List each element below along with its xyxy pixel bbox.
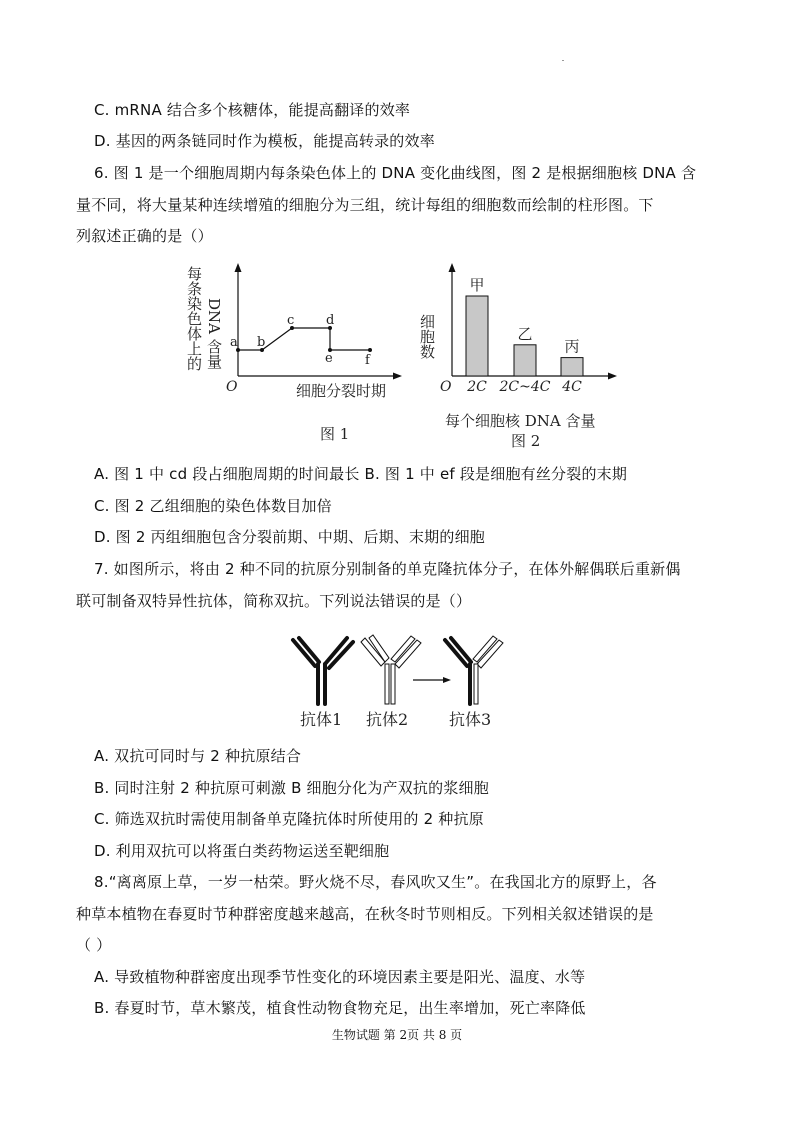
- fig2-x-arrow: [608, 373, 617, 380]
- fig2-y-arrow: [449, 263, 456, 272]
- figure-1-line-chart: [180, 258, 410, 448]
- option-6d: D. 图 2 丙组细胞包含分裂前期、中期、后期、末期的细胞: [94, 528, 485, 546]
- question-8-line-2: 种草本植物在春夏时节种群密度越来越高，在秋冬时节则相反。下列相关叙述错误的是: [76, 905, 654, 923]
- fig1-label-d: d: [326, 313, 335, 328]
- question-7-line-2: 联可制备双特异性抗体，简称双抗。下列说法错误的是（）: [76, 592, 472, 610]
- figure-3-antibodies: [285, 632, 515, 732]
- option-6c: C. 图 2 乙组细胞的染色体数目加倍: [94, 497, 332, 515]
- question-8-line-1: 8.“离离原上草，一岁一枯荣。野火烧不尽，春风吹又生”。在我国北方的原野上，各: [94, 873, 657, 891]
- option-7d: D. 利用双抗可以将蛋白类药物运送至靶细胞: [94, 842, 390, 860]
- antibody-3-label: 抗体3: [449, 710, 492, 729]
- bar-label-3: 丙: [564, 337, 580, 356]
- option-7c: C. 筛选双抗时需使用制备单克隆抗体时所使用的 2 种抗原: [94, 810, 484, 828]
- question-8-line-3: （ ）: [76, 936, 112, 954]
- fig1-label-f: f: [365, 353, 370, 368]
- fig2-origin: O: [440, 379, 452, 395]
- arrow-head: [443, 677, 451, 683]
- bar-label-1: 甲: [469, 276, 485, 294]
- fig1-point-f: [368, 348, 372, 352]
- fig1-xlabel: 细胞分裂时期: [296, 382, 387, 400]
- antibody-3-shape: [445, 636, 503, 704]
- fig2-ylabel: 细胞数: [418, 314, 436, 359]
- fig2-xlabel: 每个细胞核 DNA 含量: [445, 412, 596, 430]
- bar-2: [514, 345, 536, 376]
- question-6-line-1: 6. 图 1 是一个细胞周期内每条染色体上的 DNA 变化曲线图，图 2 是根据细胞核 DNA 含: [94, 164, 697, 182]
- question-6-line-3: 列叙述正确的是（）: [76, 227, 213, 245]
- fig1-ylabel-2: DNA 含量: [205, 298, 223, 369]
- x-tick-1: 2C: [467, 379, 487, 395]
- antibody-1-label: 抗体1: [300, 710, 343, 729]
- fig1-label-e: e: [325, 351, 333, 366]
- antibody-2-label: 抗体2: [366, 710, 409, 729]
- option-8b: B. 春夏时节，草木繁茂，植食性动物食物充足，出生率增加，死亡率降低: [94, 999, 586, 1017]
- scan-mark: [562, 60, 564, 61]
- figure-2-bar-chart: [418, 258, 625, 458]
- fig1-origin: O: [226, 379, 238, 395]
- bar-1: [466, 296, 488, 376]
- x-tick-2: 2C~4C: [499, 379, 551, 395]
- bar-label-2: 乙: [517, 324, 533, 343]
- x-tick-3: 4C: [562, 379, 582, 395]
- antibody-2-shape: [361, 635, 421, 704]
- question-6-line-2: 量不同，将大量某种连续增殖的细胞分为三组，统计每组的细胞数而绘制的柱形图。下: [76, 196, 654, 214]
- fig2-caption: 图 2: [511, 432, 541, 450]
- fig1-label-c: c: [287, 313, 295, 328]
- fig1-ylabel-1: 每条染色体上的: [185, 266, 203, 371]
- option-8a: A. 导致植物种群密度出现季节性变化的环境因素主要是阳光、温度、水等: [94, 968, 586, 986]
- fig1-x-arrow: [393, 373, 402, 380]
- fig1-label-a: a: [230, 335, 238, 350]
- fig1-y-arrow: [235, 263, 242, 272]
- question-7-line-1: 7. 如图所示，将由 2 种不同的抗原分别制备的单克隆抗体分子，在体外解偶联后重新偶: [94, 560, 681, 578]
- option-5c: C. mRNA 结合多个核糖体，能提高翻译的效率: [94, 101, 411, 119]
- bar-3: [561, 358, 583, 376]
- option-5d: D. 基因的两条链同时作为模板，能提高转录的效率: [94, 132, 435, 150]
- fig1-caption: 图 1: [320, 425, 350, 443]
- antibody-1-shape: [293, 638, 353, 704]
- page-footer: 生物试题 第 2页 共 8 页: [331, 1028, 463, 1042]
- fig1-label-b: b: [257, 335, 266, 350]
- options-6ab: A. 图 1 中 cd 段占细胞周期的时间最长 B. 图 1 中 ef 段是细胞有丝分裂的末期: [94, 465, 628, 483]
- option-7a: A. 双抗可同时与 2 种抗原结合: [94, 747, 302, 765]
- option-7b: B. 同时注射 2 种抗原可刺激 B 细胞分化为产双抗的浆细胞: [94, 779, 489, 797]
